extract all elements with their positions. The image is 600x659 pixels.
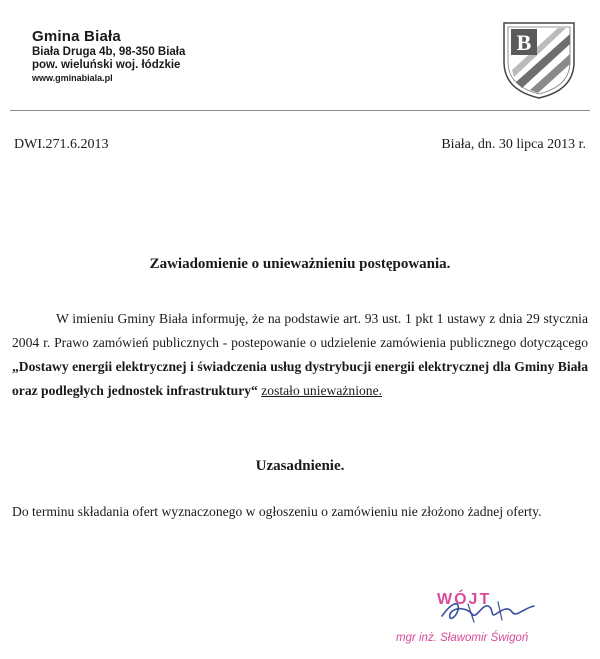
justification-text: Do terminu składania ofert wyznaczonego w ogłoszeniu o zamówieniu nie złożono żadnej oferty. [12, 504, 542, 519]
body-paragraph [12, 307, 588, 403]
crest-letter: B [516, 30, 532, 55]
organization-block [32, 28, 185, 84]
reference-number: DWI.271.6.2013 [14, 137, 109, 152]
contract-name: „Dostawy energii elektrycznej i świadczenia usług dystrybucji energii elektrycznej dla Gminy Biała oraz podległych jednostek infrastruktury“ [12, 359, 588, 398]
organization-district: pow. wieluński woj. łódzkie [32, 59, 181, 71]
signer-name: mgr inż. Sławomir Świgoń [396, 632, 529, 644]
coat-of-arms-logo [500, 20, 578, 100]
organization-address: Biała Druga 4b, 98-350 Biała [32, 46, 186, 58]
document-date: Biała, dn. 30 lipca 2013 r. [441, 137, 586, 152]
handwritten-signature [438, 596, 538, 626]
organization-website: www.gminabiala.pl [32, 73, 113, 83]
header-divider [10, 110, 590, 111]
body-intro: W imieniu Gminy Biała informuję, że na podstawie art. 93 ust. 1 pkt 1 ustawy z dnia 29 stycznia 2004 r. Prawo zamówień publicznych - postepowanie o udzielenie zamówienia publicznego dotyczącego [12, 311, 588, 350]
letterhead [0, 0, 600, 113]
document-title: Zawiadomienie o unieważnieniu postępowania. [149, 256, 451, 272]
annulment-phrase: zostało unieważnione. [261, 383, 383, 398]
stamp-title: WÓJT [437, 591, 492, 608]
justification-title: Uzasadnienie. [255, 458, 345, 474]
organization-name: Gmina Biała [32, 28, 121, 45]
